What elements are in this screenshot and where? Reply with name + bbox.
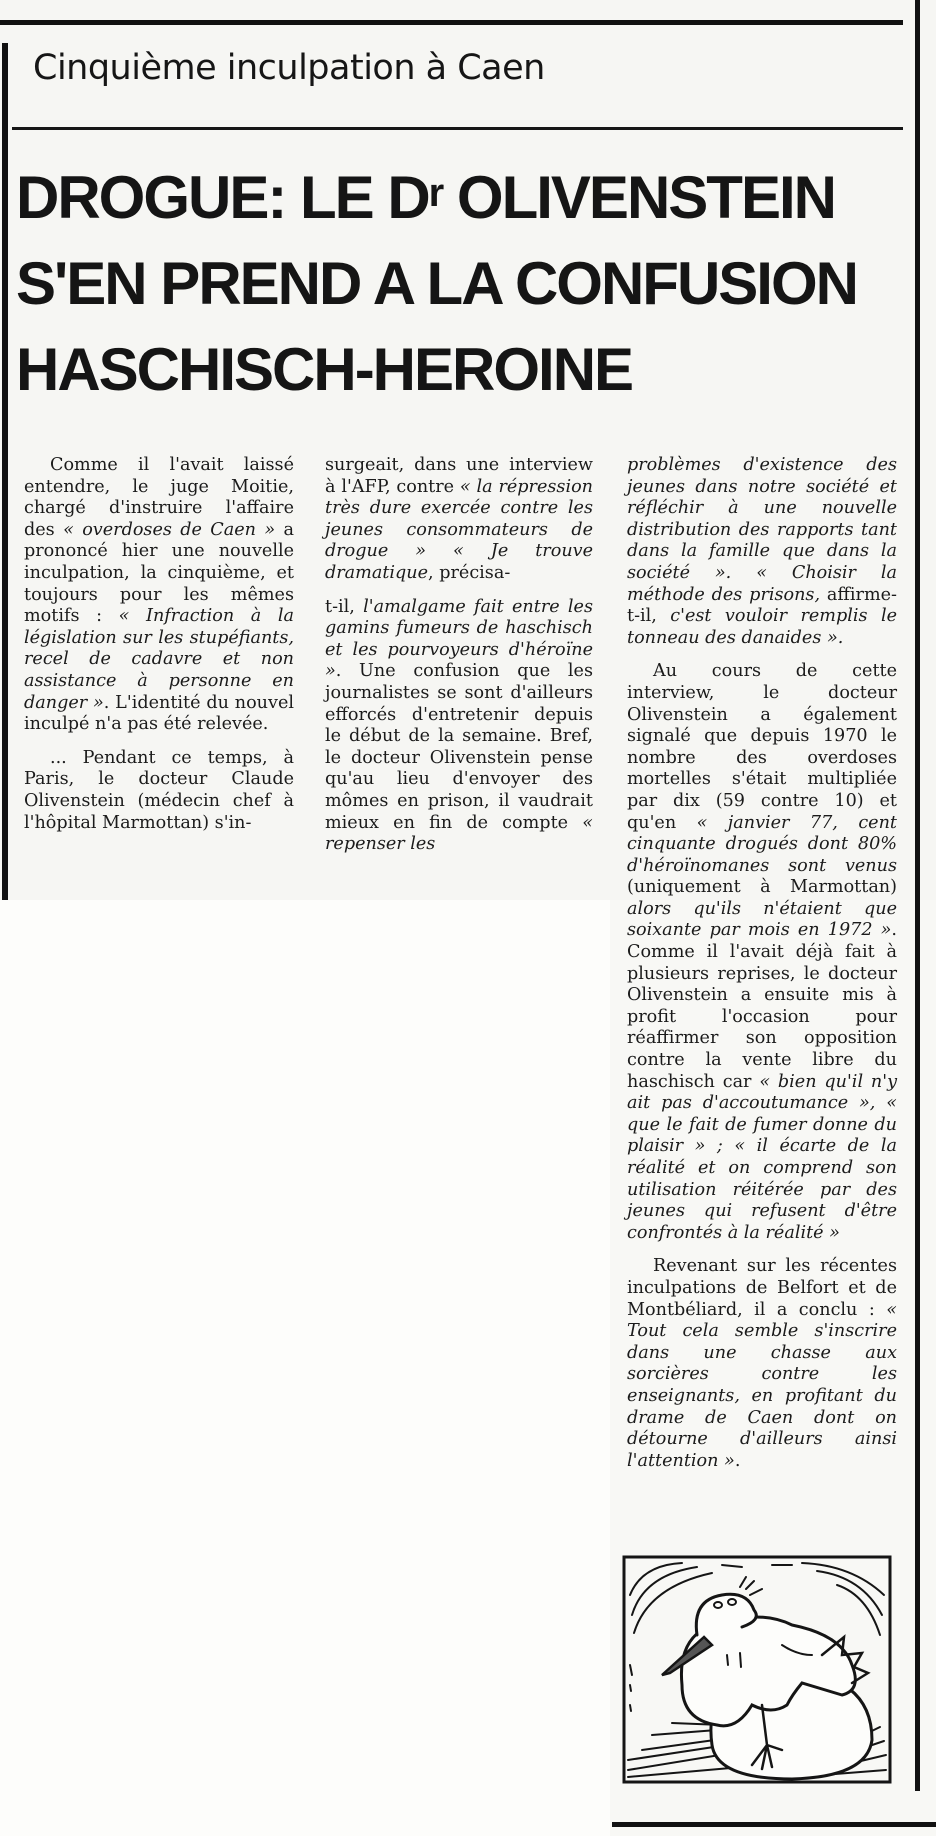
text-run: surgeait, dans une interview à l'AFP, contre (325, 455, 593, 497)
text-run: Au cours de cette interview, le docteur Olivenstein a également signalé que depuis 1970 le nombre des overdoses mortelles s'était multipliée par dix (59 contre 10) et qu'en (627, 661, 897, 833)
text-run: Comme il l'avait laissé entendre, le juge Moitie, chargé d'instruire l'affaire des (24, 455, 294, 540)
headline-line-3: HASCHISCH-HEROINE (16, 336, 633, 403)
paragraph (627, 455, 897, 649)
quote-run: « bien qu'il n'y ait pas d'accoutumance », « que le fait de fumer donne du plaisir » ; « il écarte de la réalité et on comprend son utilisation réitérée par des jeunes qui refusent d'être confrontés à la réalité » (627, 1071, 898, 1243)
text-run (426, 541, 453, 561)
headline-line-1-sup: r (428, 171, 443, 215)
paragraph: ... Pendant ce temps, à Paris, le docteur Claude Olivenstein (médecin chef à l'hôpital Marmottan) s'in- (24, 747, 294, 833)
right-border (915, 0, 920, 1791)
quote-run: « Tout cela semble s'inscrire dans une chasse aux sorcières contre les enseignants, en profitant du drame de Caen dont on détourne d'ailleurs ainsi l'attention » (627, 1299, 897, 1471)
headline-line-1-a: DROGUE: LE D (16, 164, 429, 231)
text-run: (uniquement à Marmottan) (627, 877, 897, 898)
text-run: . (734, 1450, 741, 1471)
paragraph (24, 455, 294, 736)
text-run: affirme-t-il, (627, 584, 897, 627)
headline-line-1-b: OLIVENSTEIN (442, 164, 835, 231)
headline-line-1 (16, 150, 906, 241)
article-column-3 (627, 455, 897, 1472)
text-run: t-il, (325, 596, 364, 617)
quote-run: « la répression très dure exercée contre les jeunes consommateurs de drogue » (325, 476, 593, 562)
headline (16, 150, 906, 413)
bottom-rule (612, 1822, 936, 1827)
text-run: . Comme il l'avait déjà fait à plusieurs reprises, le docteur Olivenstein a ensuite mis à profit l'occasion pour réaffirmer son opposition contre la vente libre du haschisch car (627, 920, 897, 1092)
quote-run: « Infraction à la législation sur les stupéfiants, recel de cadavre et non assistance à personne en danger » (24, 606, 294, 713)
quote-run: « Je trouve dramatique (325, 541, 593, 583)
article-column-2 (325, 455, 593, 856)
paragraph (325, 597, 593, 856)
text-run: Revenant sur les récentes inculpations de Belfort et de Montbéliard, il a conclu : (627, 1256, 897, 1320)
quote-run: « overdoses de Caen » (63, 519, 276, 540)
bird-on-egg-icon (622, 1555, 892, 1784)
quote-run: c'est vouloir remplis le tonneau des danaides ». (627, 606, 897, 648)
article-column-1 (24, 455, 294, 834)
text-run: a prononcé hier une nouvelle inculpation, la cinquième, et toujours pour les mêmes motifs : (24, 519, 294, 627)
headline-line-2: S'EN PREND A LA CONFUSION (16, 250, 857, 317)
paragraph (627, 661, 897, 1244)
kicker-rule (12, 127, 903, 130)
text-run: . Une confusion que les journalistes se sont d'ailleurs efforcés d'entretenir depuis le début de la semaine. Bref, le docteur Olivenstein pense qu'au lieu d'envoyer des mômes en prison, il vaudrait mieux en fin de compte (325, 661, 593, 833)
quote-run: « repenser les (325, 812, 593, 855)
quote-run: « janvier 77, cent cinquante drogués dont 80% d'héroïnomanes sont venus (627, 812, 897, 876)
kicker: Cinquième inculpation à Caen (33, 48, 545, 88)
paragraph (627, 1256, 897, 1472)
top-rule (0, 20, 903, 25)
paragraph (325, 455, 593, 585)
bird-on-egg-illustration (622, 1555, 892, 1784)
quote-run: l'amalgame fait entre les gamins fumeurs de haschisch et les pourvoyeurs d'héroïne » (325, 596, 593, 682)
quote-run: alors qu'ils n'étaient que soixante par mois en 1972 » (627, 898, 897, 941)
quote-run: problèmes d'existence des jeunes dans notre société et réfléchir à une nouvelle distribution des rapports tant dans la famille que dans la société ». « Choisir la méthode des prisons, (627, 455, 897, 605)
text-run: . L'identité du nouvel inculpé n'a pas été relevée. (24, 692, 294, 735)
left-border (2, 43, 8, 900)
text-run: , précisa- (428, 562, 511, 583)
